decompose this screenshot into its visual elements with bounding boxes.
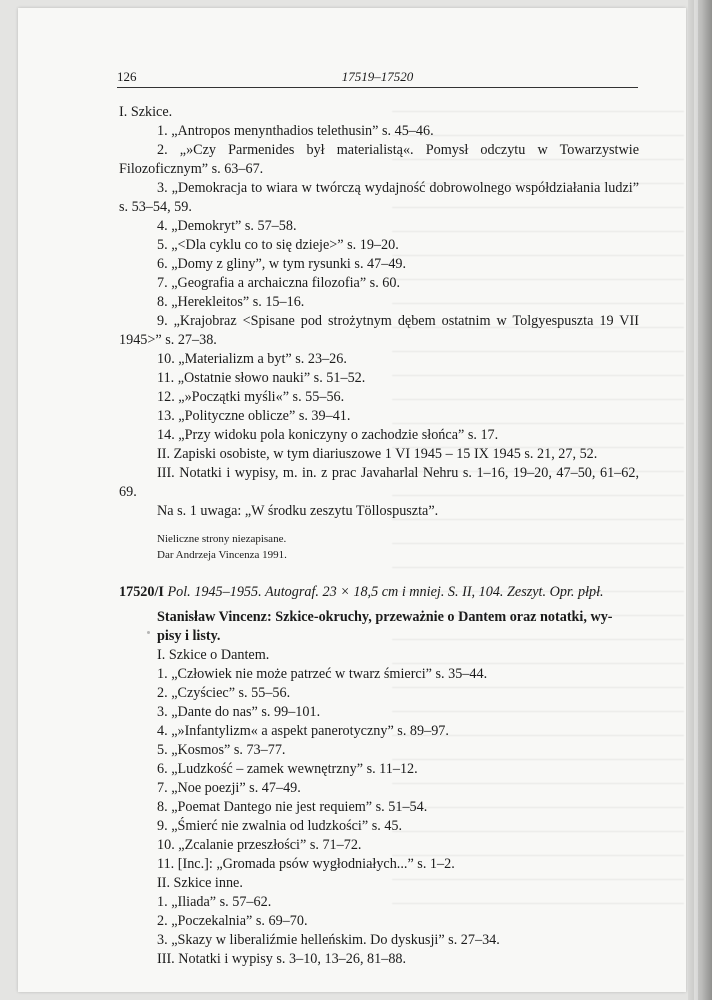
entry-line: 1. „Iliada” s. 57–62. bbox=[157, 894, 272, 910]
entry-line: 7. „Noe poezji” s. 47–49. bbox=[157, 780, 301, 796]
catalog-line: II. Zapiski osobiste, w tym diariuszowe 1 VI 1945 – 15 IX 1945 s. 21, 27, 52. bbox=[157, 446, 598, 462]
catalog-line: III. Notatki i wypisy, m. in. z prac Javaharlal Nehru s. 1–16, 19–20, 47–50, 61–62, 69. bbox=[119, 465, 639, 500]
catalog-line: I. Szkice. bbox=[119, 104, 173, 120]
notes-block bbox=[119, 531, 639, 563]
entry-line: 1. „Człowiek nie może patrzeć w twarz śmierci” s. 35–44. bbox=[157, 666, 488, 682]
running-title: 17519–17520 bbox=[341, 69, 414, 84]
running-header bbox=[117, 69, 638, 88]
catalog-line: 2. „»Czy Parmenides był materialistą«. Pomysł odczytu w Towarzystwie Filozoficznym” s. 63–67. bbox=[119, 142, 639, 177]
catalog-line: 1. „Antropos menynthadios telethusin” s. 45–46. bbox=[157, 123, 434, 139]
entry-line: 3. „Skazy w liberaliźmie helleńskim. Do dyskusji” s. 27–34. bbox=[157, 932, 500, 948]
entry-header bbox=[119, 583, 639, 602]
catalog-line: 4. „Demokryt” s. 57–58. bbox=[157, 218, 297, 234]
catalog-line: 6. „Domy z gliny”, w tym rysunki s. 47–49. bbox=[157, 256, 407, 272]
entry-line: 6. „Ludzkość – zamek wewnętrzny” s. 11–12. bbox=[157, 761, 418, 777]
page-number: 126 bbox=[117, 69, 137, 84]
entry-list bbox=[119, 646, 639, 969]
catalog-line: 9. „Krajobraz <Spisane pod strożytnym dębem ostatnim w Tolgyespuszta 19 VII 1945>” s. 27–38. bbox=[119, 313, 639, 348]
catalog-line: 5. „<Dla cyklu co to się dzieje>” s. 19–20. bbox=[157, 237, 399, 253]
entry-line: 10. „Zcalanie przeszłości” s. 71–72. bbox=[157, 837, 362, 853]
catalog-content bbox=[119, 103, 639, 969]
entry-title-continued: pisy i listy. bbox=[157, 628, 221, 644]
entry-line: 8. „Poemat Dantego nie jest requiem” s. 51–54. bbox=[157, 799, 428, 815]
entry-line: 4. „»Infantylizm« a aspekt panerotyczny” s. 89–97. bbox=[157, 723, 449, 739]
entry-line: 2. „Czyściec” s. 55–56. bbox=[157, 685, 291, 701]
entry-line: 5. „Kosmos” s. 73–77. bbox=[157, 742, 286, 758]
entry-id: 17520/I bbox=[119, 584, 164, 600]
catalog-line: Na s. 1 uwaga: „W środku zeszytu Töllospuszta”. bbox=[157, 503, 439, 519]
catalog-line: 8. „Herekleitos” s. 15–16. bbox=[157, 294, 305, 310]
entry-line: III. Notatki i wypisy s. 3–10, 13–26, 81–88. bbox=[157, 951, 407, 967]
entry-line: I. Szkice o Dantem. bbox=[157, 647, 270, 663]
catalog-line: 14. „Przy widoku pola koniczyny o zachodzie słońca” s. 17. bbox=[157, 427, 499, 443]
entry-line: 11. [Inc.]: „Gromada psów wygłodniałych...” s. 1–2. bbox=[157, 856, 455, 872]
catalog-line: 3. „Demokracja to wiara w twórczą wydajność dobrowolnego współdziałania ludzi” s. 53–54, 59. bbox=[119, 180, 639, 215]
note-line: Nieliczne strony niezapisane. bbox=[157, 533, 287, 545]
page-edge-shadow bbox=[688, 0, 712, 1000]
entry-title: Stanisław Vincenz: Szkice-okruchy, przeważnie o Dantem oraz notatki, wy- bbox=[157, 609, 613, 625]
catalog-line: 13. „Polityczne oblicze” s. 39–41. bbox=[157, 408, 351, 424]
note-line: Dar Andrzeja Vincenza 1991. bbox=[157, 549, 287, 561]
entry-line: 9. „Śmierć nie zwalnia od ludzkości” s. 45. bbox=[157, 818, 403, 834]
entry-line: 2. „Poczekalnia” s. 69–70. bbox=[157, 913, 308, 929]
catalog-line: 10. „Materializm a byt” s. 23–26. bbox=[157, 351, 347, 367]
catalog-line: 12. „»Początki myśli«” s. 55–56. bbox=[157, 389, 345, 405]
entry-line: 3. „Dante do nas” s. 99–101. bbox=[157, 704, 321, 720]
catalog-line: 7. „Geografia a archaiczna filozofia” s. 60. bbox=[157, 275, 401, 291]
entry-description: Pol. 1945–1955. Autograf. 23 × 18,5 cm i mniej. S. II, 104. Zeszyt. Opr. płpł. bbox=[167, 584, 604, 600]
catalog-line: 11. „Ostatnie słowo nauki” s. 51–52. bbox=[157, 370, 366, 386]
catalog-entry bbox=[119, 583, 639, 969]
top-section-list bbox=[119, 103, 639, 563]
entry-line: II. Szkice inne. bbox=[157, 875, 243, 891]
